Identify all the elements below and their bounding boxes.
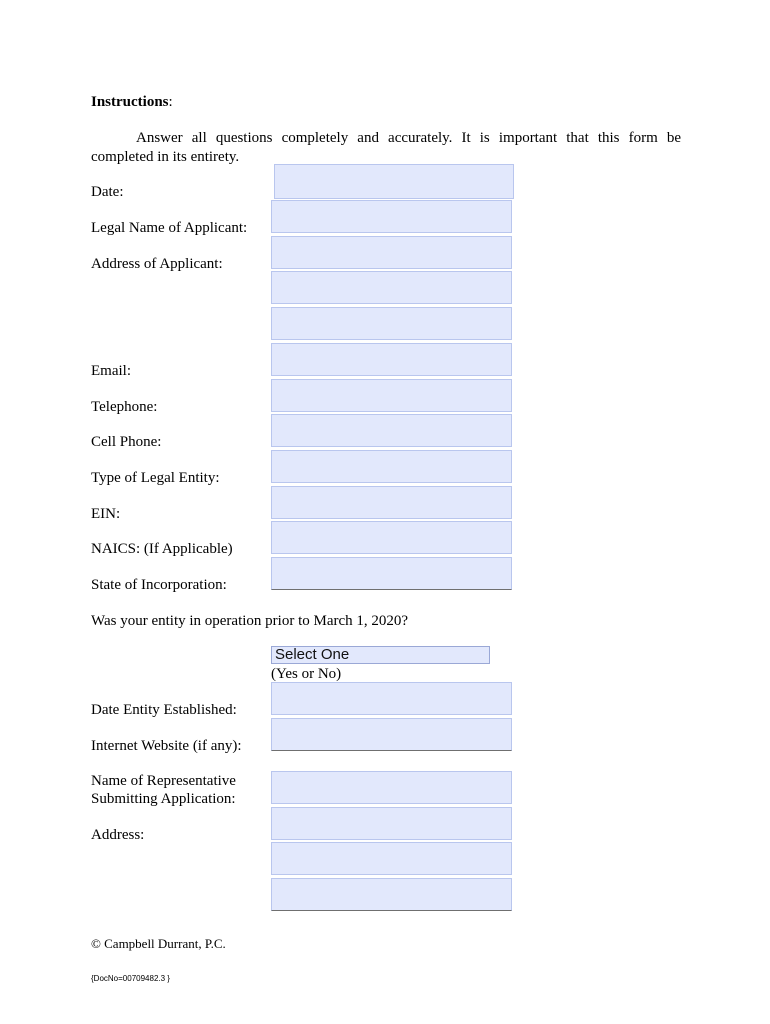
document-number: {DocNo=00709482.3 } bbox=[91, 974, 170, 983]
operation-select-hint: (Yes or No) bbox=[271, 666, 342, 682]
website-label: Internet Website (if any): bbox=[91, 738, 242, 754]
ein-field[interactable] bbox=[271, 486, 512, 519]
applicant-address-label: Address of Applicant: bbox=[91, 256, 223, 272]
address-field-1[interactable] bbox=[271, 807, 512, 840]
state-incorporation-label: State of Incorporation: bbox=[91, 577, 227, 593]
state-incorporation-field[interactable] bbox=[271, 557, 512, 590]
address-label: Address: bbox=[91, 827, 145, 843]
email-label: Email: bbox=[91, 363, 131, 379]
legal-entity-label: Type of Legal Entity: bbox=[91, 470, 220, 486]
ein-label: EIN: bbox=[91, 506, 121, 522]
telephone-field[interactable] bbox=[271, 379, 512, 412]
applicant-address-field-3[interactable] bbox=[271, 307, 512, 340]
instructions-heading-text: Instructions bbox=[91, 94, 169, 110]
date-established-label: Date Entity Established: bbox=[91, 702, 237, 718]
date-label: Date: bbox=[91, 184, 124, 200]
address-field-2[interactable] bbox=[271, 842, 512, 875]
applicant-address-field-2[interactable] bbox=[271, 271, 512, 304]
legal-name-label: Legal Name of Applicant: bbox=[91, 220, 248, 236]
address-field-3[interactable] bbox=[271, 878, 512, 911]
legal-name-field[interactable] bbox=[271, 200, 512, 233]
cell-phone-field[interactable] bbox=[271, 414, 512, 447]
operation-select[interactable]: Select One bbox=[271, 646, 490, 664]
representative-label: Name of Representative Submitting Application: bbox=[91, 773, 236, 807]
instructions-heading bbox=[91, 93, 173, 111]
naics-label: NAICS: (If Applicable) bbox=[91, 541, 233, 557]
date-field[interactable] bbox=[274, 164, 514, 199]
legal-entity-field[interactable] bbox=[271, 450, 512, 483]
operation-question: Was your entity in operation prior to March 1, 2020? bbox=[91, 613, 409, 629]
applicant-address-field-1[interactable] bbox=[271, 236, 512, 269]
instructions-heading-colon: : bbox=[168, 94, 173, 110]
representative-field[interactable] bbox=[271, 771, 512, 804]
instructions-text: Answer all questions completely and accurately. It is important that this form be completed in its entirety. bbox=[91, 130, 681, 165]
telephone-label: Telephone: bbox=[91, 399, 158, 415]
email-field[interactable] bbox=[271, 343, 512, 376]
website-field[interactable] bbox=[271, 718, 512, 751]
cell-phone-label: Cell Phone: bbox=[91, 434, 162, 450]
date-established-field[interactable] bbox=[271, 682, 512, 715]
copyright-text: © Campbell Durrant, P.C. bbox=[91, 936, 226, 951]
naics-field[interactable] bbox=[271, 521, 512, 554]
